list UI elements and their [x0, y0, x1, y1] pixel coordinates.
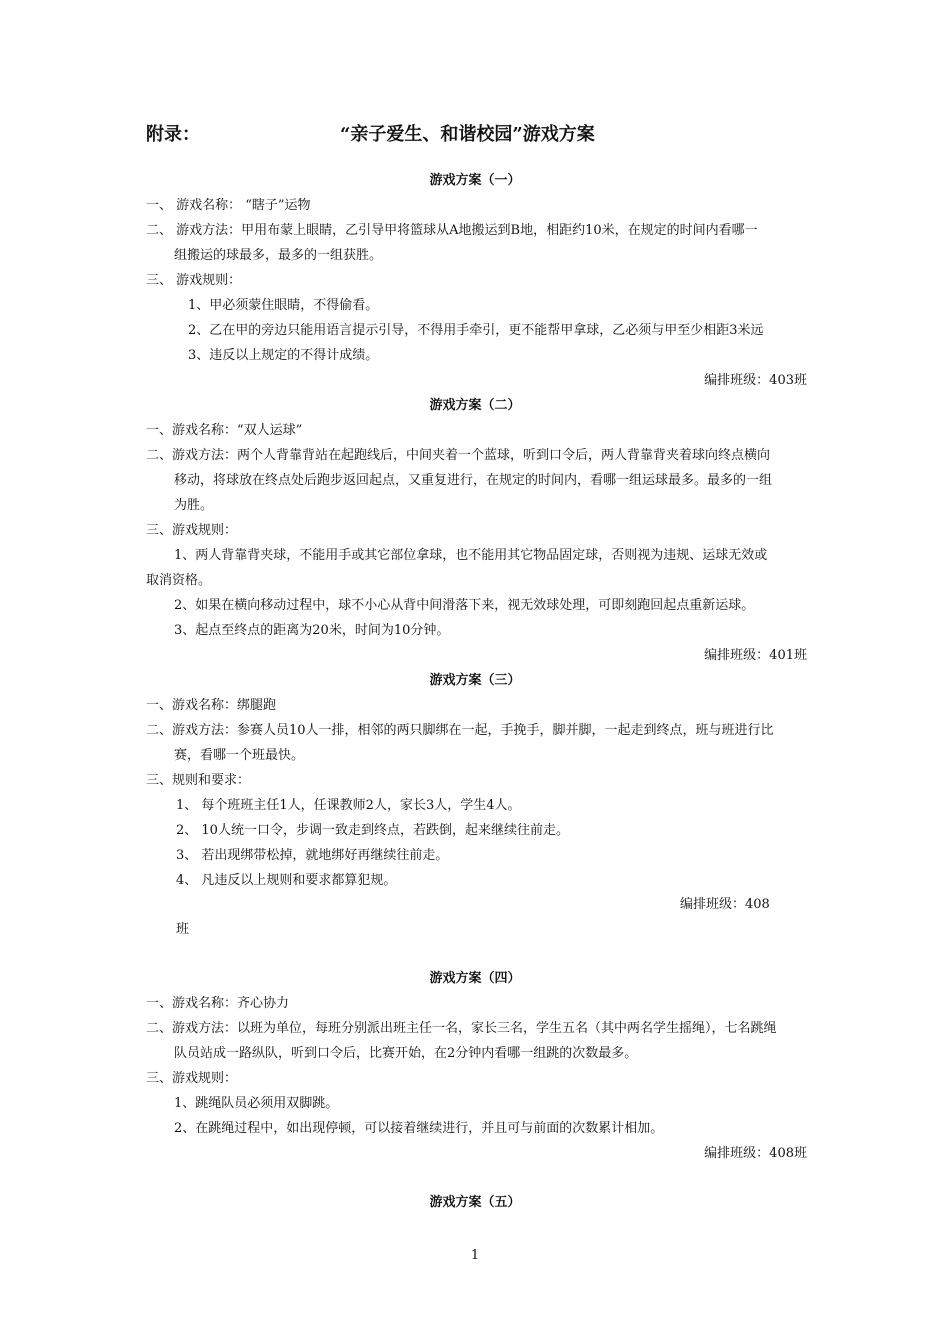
plan1-game-name: 一、 游戏名称： “瞎子”运物 [146, 198, 311, 213]
plan3-heading: 游戏方案（三） [429, 673, 521, 688]
plan4-game-method-cont: 队员站成一路纵队，听到口令后，比赛开始，在2分钟内看哪一组跳的次数最多。 [174, 1046, 638, 1061]
plan2-game-method: 二、游戏方法：两个人背靠背站在起跑线后，中间夹着一个蓝球，听到口令后，两人背靠背夹着球向终点横向 [146, 448, 771, 463]
plan1-class: 编排班级：403班 [704, 373, 807, 388]
document-title: “亲子爱生、和谐校园”游戏方案 [340, 124, 595, 145]
plan2-rule-3: 3、起点至终点的距离为20米，时间为10分钟。 [174, 623, 450, 638]
plan2-rule-2: 2、如果在横向移动过程中，球不小心从背中间滑落下来，视无效球处理，可即刻跑回起点重新运球。 [174, 598, 755, 613]
plan4-rules-label: 三、游戏规则： [146, 1071, 238, 1086]
plan2-heading: 游戏方案（二） [429, 398, 521, 413]
plan2-rule-1: 1、两人背靠背夹球，不能用手或其它部位拿球，也不能用其它物品固定球，否则视为违规、运球无效或 [174, 548, 768, 563]
plan4-rule-1: 1、跳绳队员必须用双脚跳。 [174, 1096, 339, 1111]
plan3-rule-2: 2、 10人统一口令，步调一致走到终点，若跌倒，起来继续往前走。 [176, 823, 569, 838]
plan3-rule-1: 1、 每个班班主任1人，任课教师2人，家长3人，学生4人。 [176, 798, 521, 813]
plan2-rule-1-cont: 取消资格。 [146, 573, 212, 588]
plan3-rules-label: 三、规则和要求： [146, 773, 251, 788]
plan3-game-method: 二、游戏方法：参赛人员10人一排，相邻的两只脚绑在一起，手挽手，脚并脚，一起走到终点，班与班进行比 [146, 723, 774, 738]
plan3-class-cont: 班 [176, 922, 190, 937]
plan3-game-name: 一、游戏名称：绑腿跑 [146, 698, 277, 713]
plan1-game-method-cont: 组搬运的球最多，最多的一组获胜。 [174, 248, 383, 263]
plan1-rule-2: 2、乙在甲的旁边只能用语言提示引导，不得用手牵引，更不能帮甲拿球，乙必须与甲至少相距3米远 [188, 323, 764, 338]
plan4-game-method: 二、游戏方法：以班为单位，每班分别派出班主任一名，家长三名，学生五名（其中两名学生摇绳），七名跳绳 [146, 1021, 777, 1036]
plan2-class: 编排班级：401班 [704, 648, 807, 663]
plan3-class: 编排班级：408 [680, 897, 770, 912]
plan4-class: 编排班级：408班 [704, 1146, 807, 1161]
plan4-game-name: 一、游戏名称：齐心协力 [146, 996, 290, 1011]
plan3-rule-3: 3、 若出现绑带松掉，就地绑好再继续往前走。 [176, 848, 449, 863]
plan4-heading: 游戏方案（四） [429, 971, 521, 986]
plan2-rules-label: 三、游戏规则： [146, 523, 238, 538]
plan4-rule-2: 2、在跳绳过程中，如出现停顿，可以接着继续进行，并且可与前面的次数累计相加。 [174, 1121, 664, 1136]
plan1-rule-1: 1、甲必须蒙住眼睛，不得偷看。 [188, 298, 379, 313]
plan1-game-method: 二、 游戏方法：甲用布蒙上眼睛，乙引导甲将篮球从A地搬运到B地，相距约10米，在规定的时间内看哪一 [146, 223, 758, 238]
plan1-rules-label: 三、 游戏规则： [146, 273, 242, 288]
plan3-game-method-cont: 赛，看哪一个班最快。 [174, 748, 305, 763]
plan1-heading: 游戏方案（一） [429, 173, 521, 188]
plan3-rule-4: 4、 凡违反以上规则和要求都算犯规。 [176, 873, 397, 888]
appendix-label: 附录： [146, 124, 200, 145]
plan1-rule-3: 3、违反以上规定的不得计成绩。 [188, 348, 379, 363]
plan2-game-method-end: 为胜。 [174, 498, 214, 513]
plan2-game-name: 一、游戏名称：“双人运球” [146, 423, 303, 438]
plan2-game-method-cont: 移动，将球放在终点处后跑步返回起点，又重复进行，在规定的时间内，看哪一组运球最多。最多的一组 [174, 473, 773, 488]
plan5-heading: 游戏方案（五） [429, 1195, 521, 1210]
page-number: 1 [470, 1248, 480, 1263]
